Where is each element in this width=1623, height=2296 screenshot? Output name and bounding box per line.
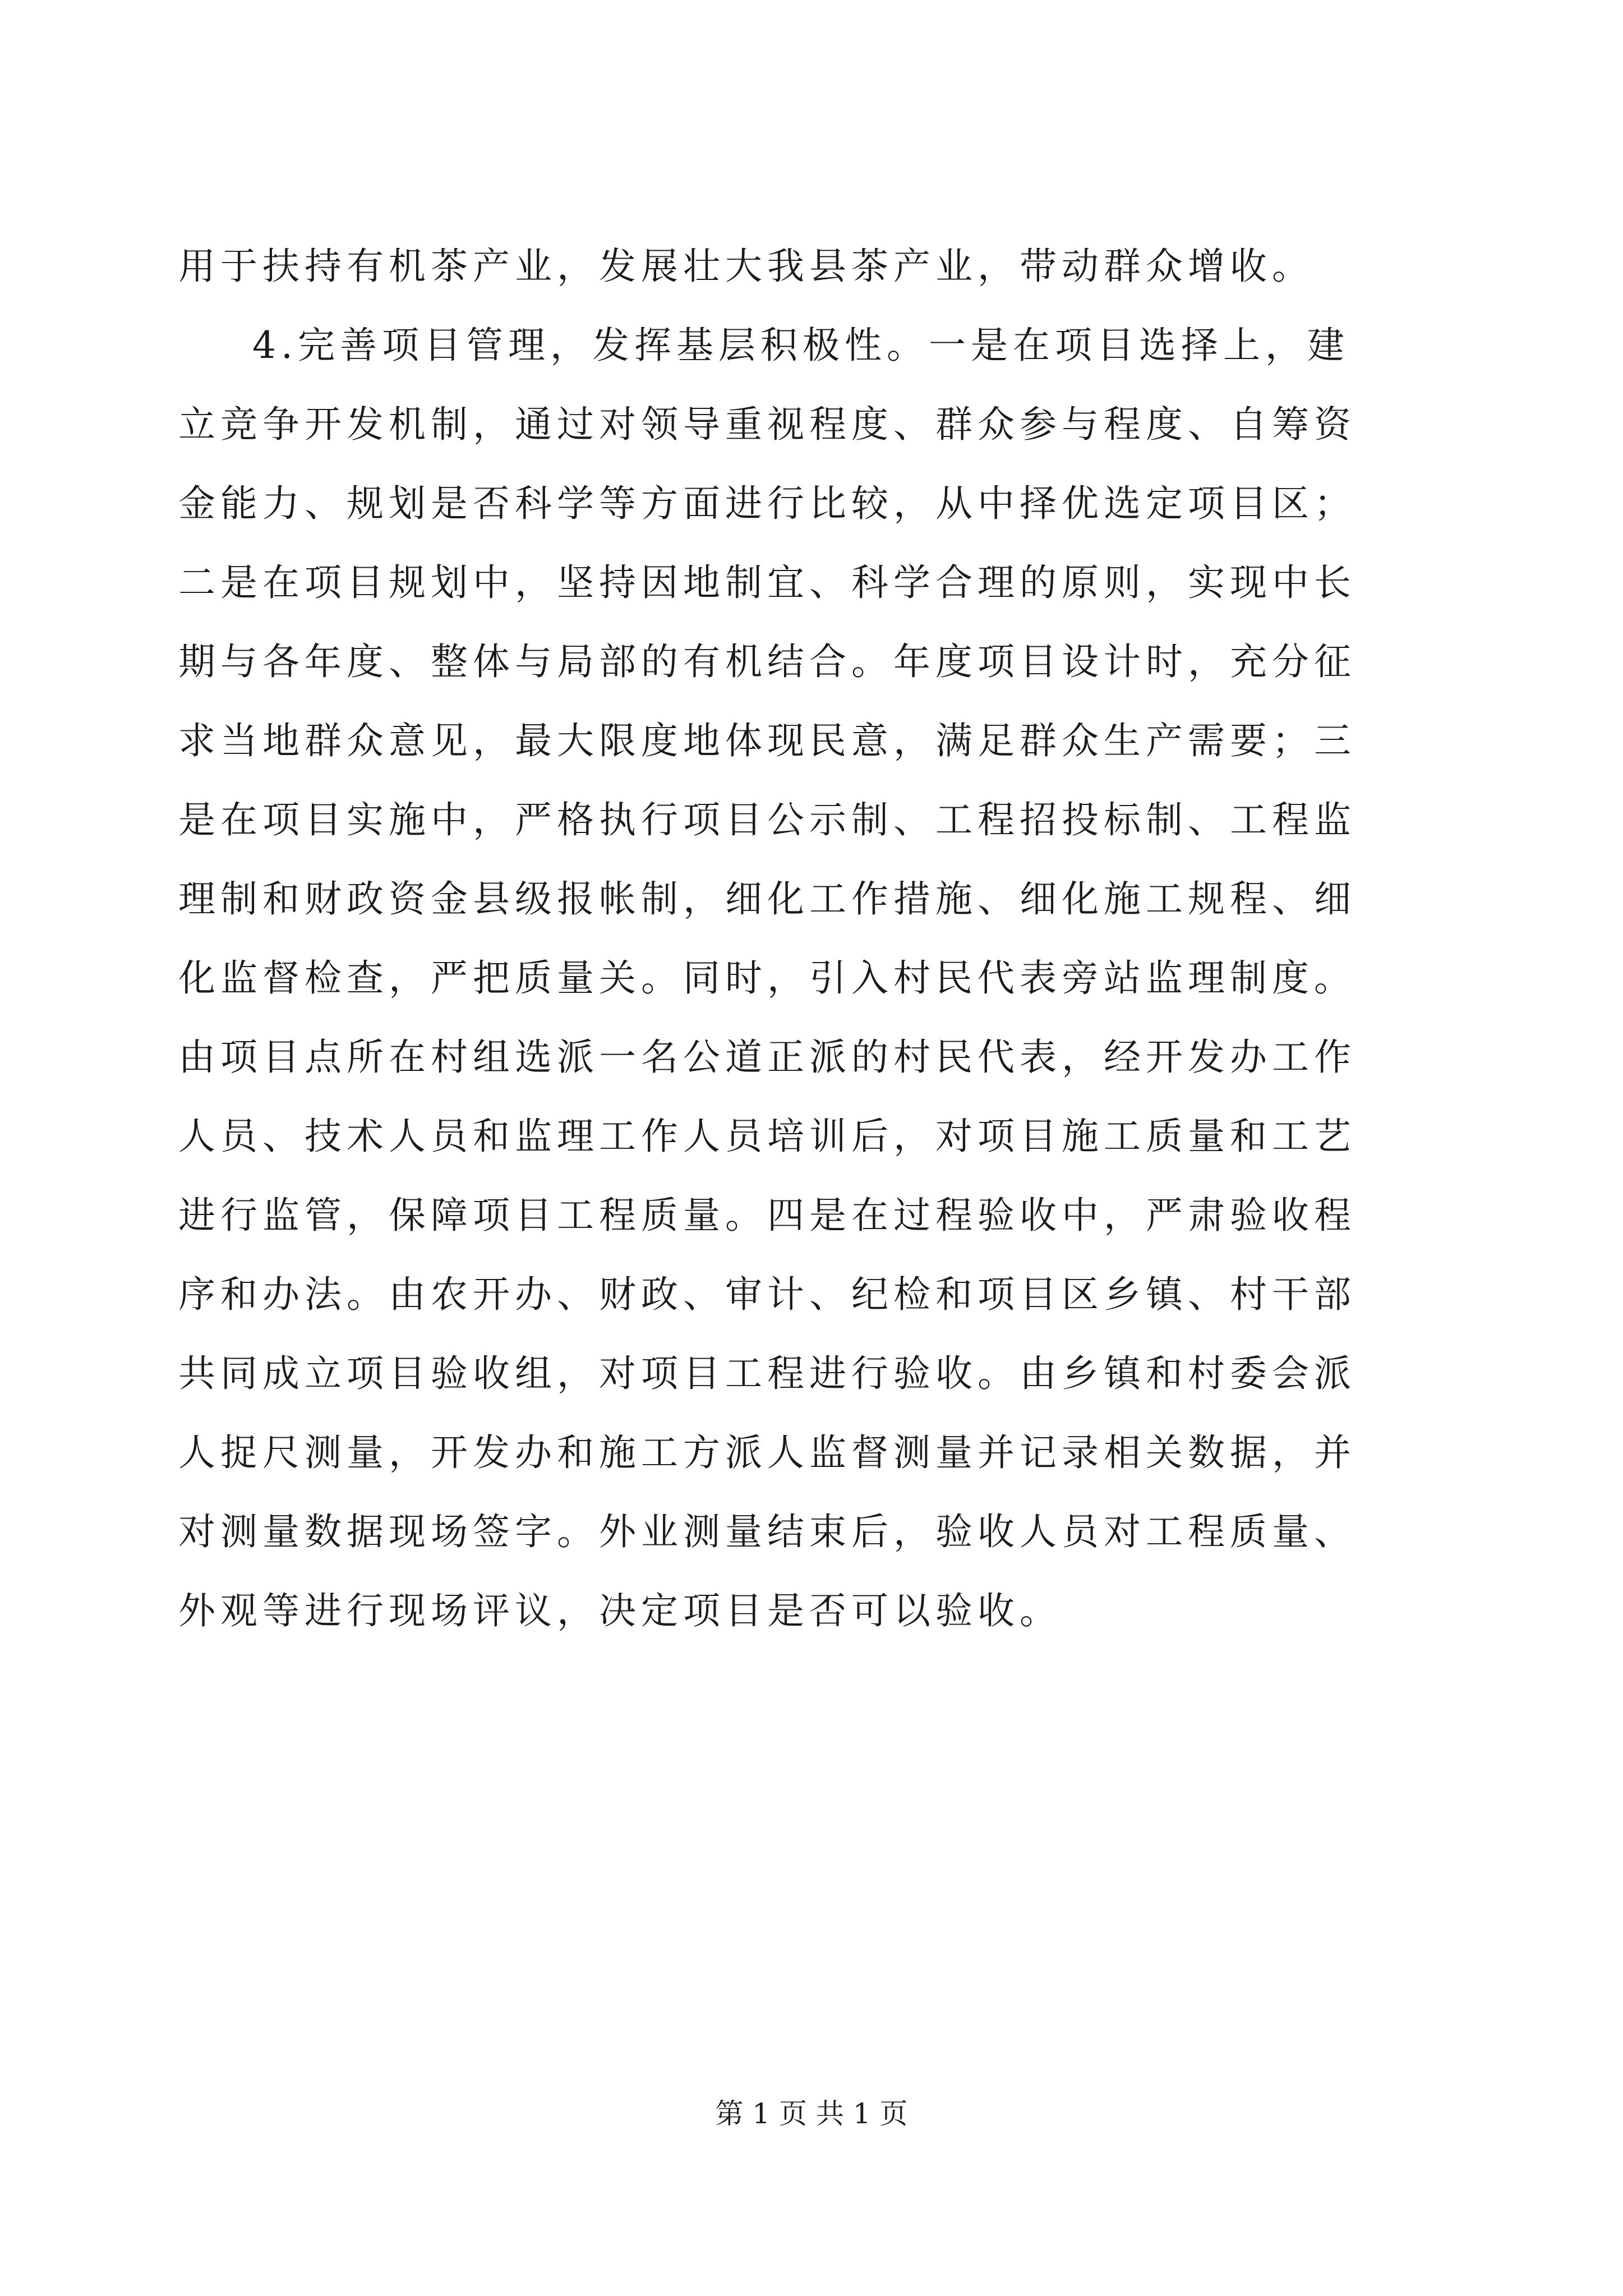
text-line: 由项目点所在村组选派一名公道正派的村民代表，经开发办工作 — [178, 1036, 1356, 1079]
text-line: 求当地群众意见，最大限度地体现民意，满足群众生产需要；三 — [178, 719, 1356, 762]
text-line: 序和办法。由农开办、财政、审计、纪检和项目区乡镇、村干部 — [178, 1273, 1356, 1316]
text-line: 金能力、规划是否科学等方面进行比较，从中择优选定项目区； — [178, 482, 1356, 525]
text-line: 人捉尺测量，开发办和施工方派人监督测量并记录相关数据，并 — [178, 1431, 1356, 1474]
body-text — [178, 227, 1446, 1650]
text-line: 二是在项目规划中，坚持因地制宜、科学合理的原则，实现中长 — [178, 561, 1356, 604]
text-line: 人员、技术人员和监理工作人员培训后，对项目施工质量和工艺 — [178, 1115, 1356, 1158]
text-line: 对测量数据现场签字。外业测量结束后，验收人员对工程质量、 — [178, 1510, 1356, 1553]
text-line: 化监督检查，严把质量关。同时，引入村民代表旁站监理制度。 — [178, 956, 1356, 1000]
text-line: 理制和财政资金县级报帐制，细化工作措施、细化施工规程、细 — [178, 877, 1356, 921]
text-line: 期与各年度、整体与局部的有机结合。年度项目设计时，充分征 — [178, 640, 1356, 683]
text-line: 用于扶持有机茶产业，发展壮大我县茶产业，带动群众增收。 — [178, 245, 1314, 288]
text-line: 共同成立项目验收组，对项目工程进行验收。由乡镇和村委会派 — [178, 1352, 1356, 1395]
text-line: 外观等进行现场评议，决定项目是否可以验收。 — [178, 1589, 1062, 1632]
text-line: 4.完善项目管理，发挥基层积极性。一是在项目选择上，建 — [252, 324, 1349, 367]
text-line: 是在项目实施中，严格执行项目公示制、工程招投标制、工程监 — [178, 798, 1356, 841]
page-number-footer: 第 1 页 共 1 页 — [715, 2097, 908, 2130]
text-line: 立竞争开发机制，通过对领导重视程度、群众参与程度、自筹资 — [178, 403, 1356, 446]
text-line: 进行监管，保障项目工程质量。四是在过程验收中，严肃验收程 — [178, 1194, 1356, 1237]
